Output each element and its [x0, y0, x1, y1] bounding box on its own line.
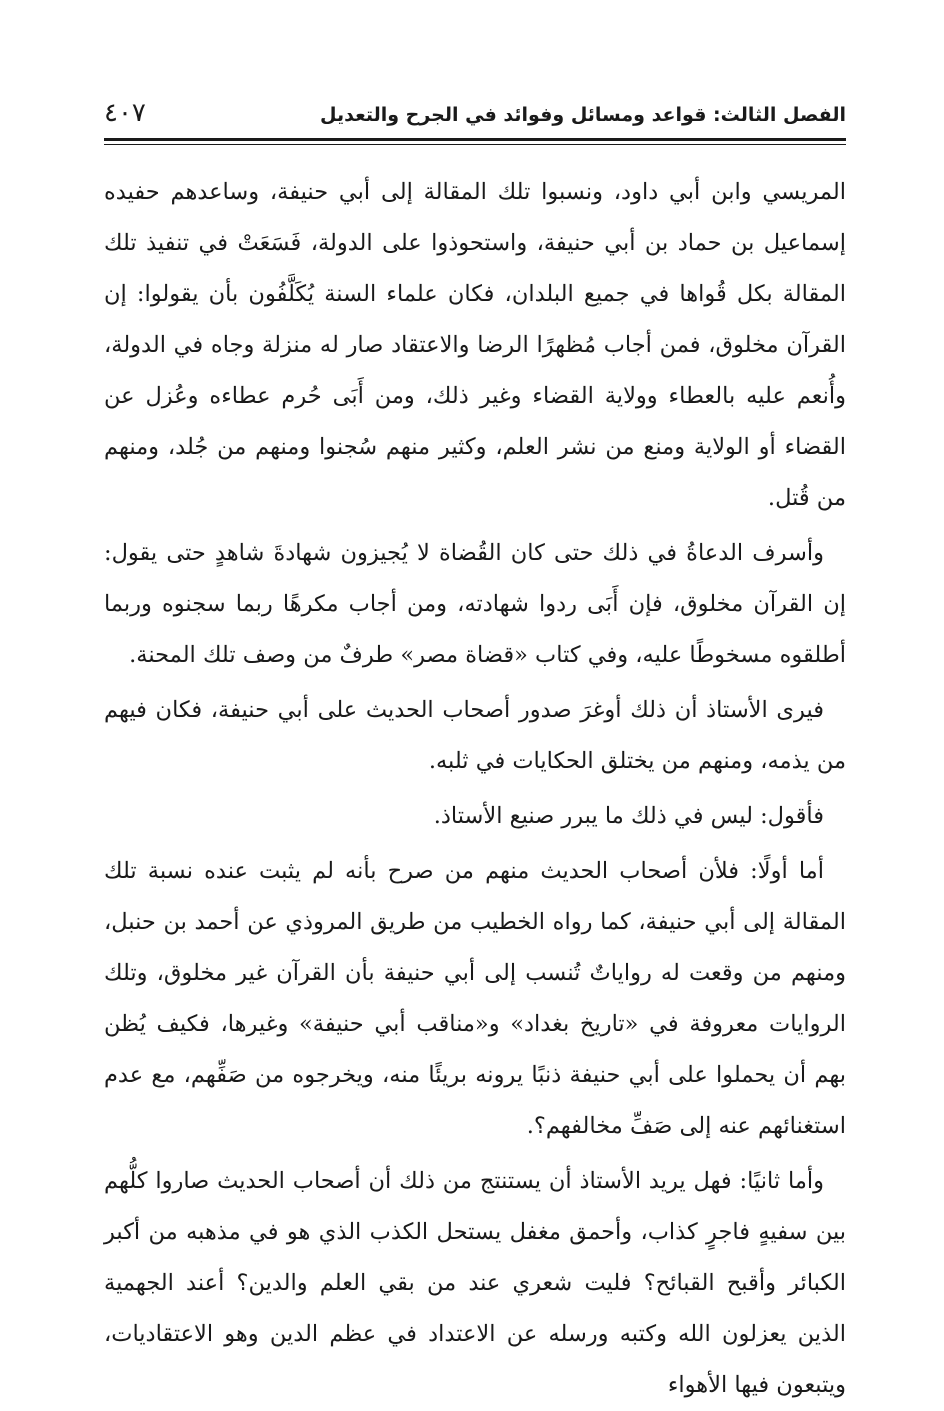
paragraph-5: أما أولًا: فلأن أصحاب الحديث منهم من صرح بأنه لم يثبت عنده نسبة تلك المقالة إلى أبي حنيفة، كما رواه الخطيب من طريق المروذي عن أحمد بن حنبل، ومنهم من وقعت له رواياتٌ تُنسب إلى أبي حنيفة بأن القرآن غير مخلوق، وتلك الروايات معروفة في «تاريخ بغداد» و«مناقب أبي حنيفة» وغيرها، فكيف يُظن بهم أن يحملوا على أبي حنيفة ذنبًا يرونه بريئًا منه، ويخرجوه من صَفِّهم، مع عدم استغنائهم عنه إلى صَفِّ مخالفهم؟. — [104, 858, 846, 1139]
paragraph-1: المريسي وابن أبي داود، ونسبوا تلك المقالة إلى أبي حنيفة، وساعدهم حفيده إسماعيل بن حماد بن أبي حنيفة، واستحوذوا على الدولة، فَسَعَتْ في تنفيذ تلك المقالة بكل قُواها في جميع البلدان، فكان علماء السنة يُكَلَّفُون بأن يقولوا: إن القرآن مخلوق، فمن أجاب مُظهرًا الرضا والاعتقاد صار له منزلة وجاه في الدولة، وأُنعم عليه بالعطاء وولاية القضاء وغير ذلك، ومن أَبَى حُرم عطاءه وعُزل عن القضاء أو الولاية ومنع من نشر العلم، وكثير منهم سُجنوا ومنهم من جُلد، ومنهم من قُتل. — [104, 179, 846, 511]
paragraph-6: وأما ثانيًا: فهل يريد الأستاذ أن يستنتج من ذلك أن أصحاب الحديث صاروا كلُّهم بين سفيهٍ فاجرٍ كذاب، وأحمق مغفل يستحل الكذب الذي هو في مذهبه من أكبر الكبائر وأقبح القبائح؟ فليت شعري عند من بقي العلم والدين؟ أعند الجهمية الذين يعزلون الله وكتبه ورسله عن الاعتداد في عظم الدين وهو الاعتقاديات، ويتبعون فيها الأهواء — [104, 1168, 846, 1398]
running-header — [104, 88, 846, 134]
body-text — [104, 167, 846, 1411]
paragraph-4: فأقول: ليس في ذلك ما يبرر صنيع الأستاذ. — [433, 803, 824, 829]
book-page — [104, 88, 846, 1398]
chapter-title: الفصل الثالث: قواعد ومسائل وفوائد في الجرح والتعديل — [320, 104, 846, 126]
paragraph-3: فيرى الأستاذ أن ذلك أوغرَ صدور أصحاب الحديث على أبي حنيفة، فكان فيهم من يذمه، ومنهم من يختلق الحكايات في ثلبه. — [104, 697, 846, 774]
header-rule-thick — [104, 138, 846, 141]
header-rule-thin — [104, 144, 846, 145]
page-number: ٤٠٧ — [104, 98, 146, 128]
paragraph-2: وأسرف الدعاةُ في ذلك حتى كان القُضاة لا يُجيزون شهادةَ شاهدٍ حتى يقول: إن القرآن مخلوق، فإن أَبَى ردوا شهادته، ومن أجاب مكرهًا ربما سجنوه وربما أطلقوه مسخوطًا عليه، وفي كتاب «قضاة مصر» طرفٌ من وصف تلك المحنة. — [104, 540, 846, 668]
